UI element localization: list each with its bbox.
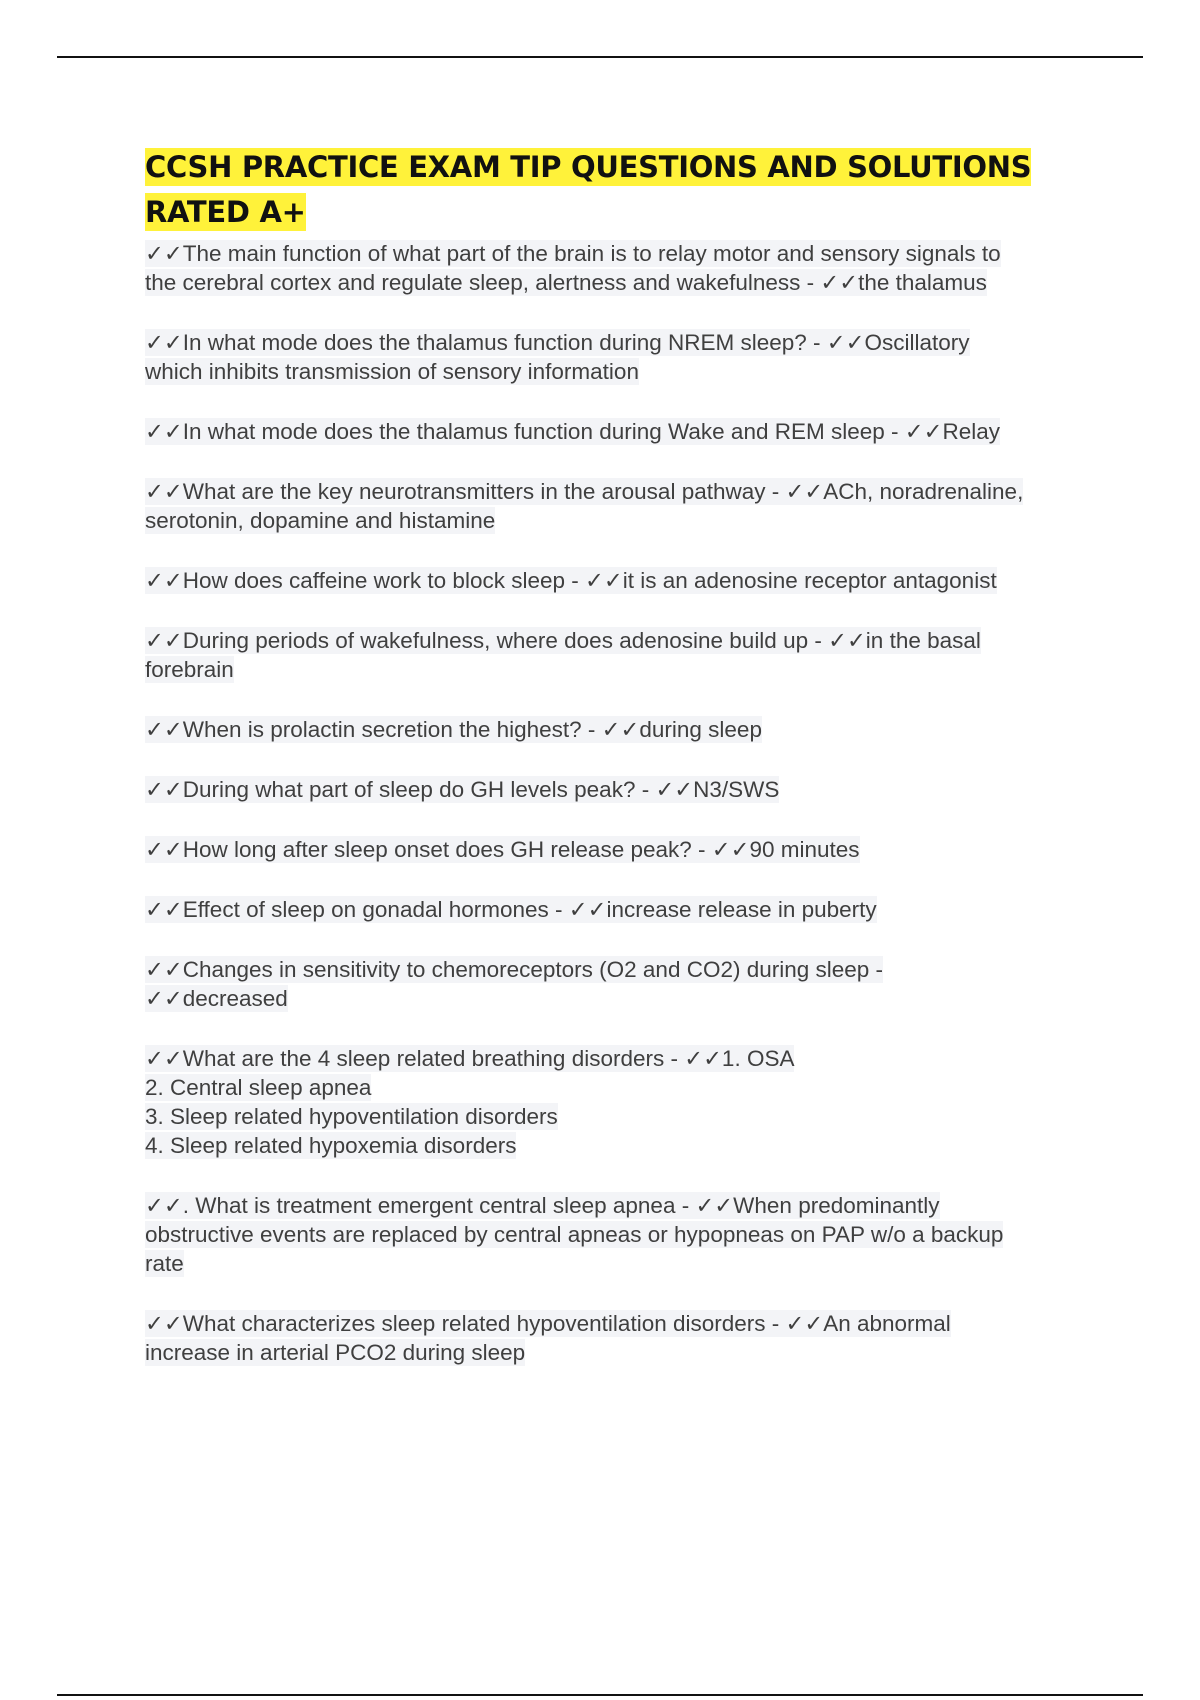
qa-item (145, 626, 1105, 684)
qa-line (145, 417, 1105, 446)
qa-item (145, 775, 1105, 804)
qa-line-text: ✓✓In what mode does the thalamus function during Wake and REM sleep - ✓✓Relay (145, 419, 1000, 444)
qa-item (145, 328, 1105, 386)
qa-line-text: ✓✓How long after sleep onset does GH release peak? - ✓✓90 minutes (145, 837, 860, 862)
qa-line-text: ✓✓When is prolactin secretion the highest? - ✓✓during sleep (145, 717, 762, 742)
qa-line-text: serotonin, dopamine and histamine (145, 508, 496, 533)
qa-item (145, 715, 1105, 744)
qa-line (145, 268, 1105, 297)
qa-line-text: 4. Sleep related hypoxemia disorders (145, 1133, 517, 1158)
qa-line-text: ✓✓During what part of sleep do GH levels peak? - ✓✓N3/SWS (145, 777, 780, 802)
qa-line-text: obstructive events are replaced by central apneas or hypopneas on PAP w/o a backup (145, 1222, 1004, 1247)
qa-line (145, 955, 1105, 984)
qa-item (145, 895, 1105, 924)
bottom-rule (57, 1694, 1143, 1696)
qa-list (145, 239, 1105, 1367)
qa-line-text: forebrain (145, 657, 234, 682)
qa-item (145, 955, 1105, 1013)
qa-item (145, 1191, 1105, 1278)
qa-item (145, 566, 1105, 595)
qa-line (145, 984, 1105, 1013)
qa-line-text: ✓✓Changes in sensitivity to chemoreceptors (O2 and CO2) during sleep - (145, 957, 884, 982)
qa-line-text: which inhibits transmission of sensory information (145, 359, 639, 384)
qa-line (145, 239, 1105, 268)
qa-line (145, 626, 1105, 655)
qa-line-text: ✓✓In what mode does the thalamus function during NREM sleep? - ✓✓Oscillatory (145, 330, 970, 355)
qa-line (145, 328, 1105, 357)
qa-line (145, 506, 1105, 535)
qa-line-text: ✓✓. What is treatment emergent central sleep apnea - ✓✓When predominantly (145, 1193, 940, 1218)
qa-line-text: 2. Central sleep apnea (145, 1075, 372, 1100)
qa-line (145, 775, 1105, 804)
qa-line-text: the cerebral cortex and regulate sleep, alertness and wakefulness - ✓✓the thalamus (145, 270, 987, 295)
qa-line-text: rate (145, 1251, 184, 1276)
qa-line (145, 566, 1105, 595)
qa-line (145, 1220, 1105, 1249)
qa-line (145, 1338, 1105, 1367)
qa-line-text: 3. Sleep related hypoventilation disorders (145, 1104, 558, 1129)
qa-item (145, 835, 1105, 864)
qa-item (145, 477, 1105, 535)
qa-line-text: ✓✓Effect of sleep on gonadal hormones - ✓✓increase release in puberty (145, 897, 877, 922)
document-title (145, 145, 1105, 235)
qa-line (145, 1044, 1105, 1073)
top-rule (57, 56, 1143, 58)
qa-line-text: ✓✓What are the key neurotransmitters in the arousal pathway - ✓✓ACh, noradrenaline, (145, 479, 1024, 504)
qa-line-text: ✓✓During periods of wakefulness, where does adenosine build up - ✓✓in the basal (145, 628, 981, 653)
qa-line-text: ✓✓How does caffeine work to block sleep - ✓✓it is an adenosine receptor antagonist (145, 568, 997, 593)
qa-item (145, 239, 1105, 297)
qa-item (145, 1044, 1105, 1160)
qa-line (145, 357, 1105, 386)
title-highlight: CCSH PRACTICE EXAM TIP QUESTIONS AND SOLUTIONS RATED A+ (145, 150, 1032, 229)
qa-line (145, 1191, 1105, 1220)
qa-line (145, 895, 1105, 924)
qa-line (145, 477, 1105, 506)
qa-line (145, 715, 1105, 744)
qa-line (145, 835, 1105, 864)
qa-line-text: increase in arterial PCO2 during sleep (145, 1340, 526, 1365)
qa-item (145, 1309, 1105, 1367)
document-body (145, 145, 1105, 1398)
qa-line (145, 1073, 1105, 1102)
qa-line-text: ✓✓decreased (145, 986, 288, 1011)
qa-line-text: ✓✓What characterizes sleep related hypoventilation disorders - ✓✓An abnormal (145, 1311, 951, 1336)
qa-line (145, 1131, 1105, 1160)
qa-line-text: ✓✓The main function of what part of the brain is to relay motor and sensory signals to (145, 241, 1001, 266)
qa-line-text: ✓✓What are the 4 sleep related breathing disorders - ✓✓1. OSA (145, 1046, 795, 1071)
qa-line (145, 1309, 1105, 1338)
qa-line (145, 1249, 1105, 1278)
qa-item (145, 417, 1105, 446)
qa-line (145, 1102, 1105, 1131)
qa-line (145, 655, 1105, 684)
